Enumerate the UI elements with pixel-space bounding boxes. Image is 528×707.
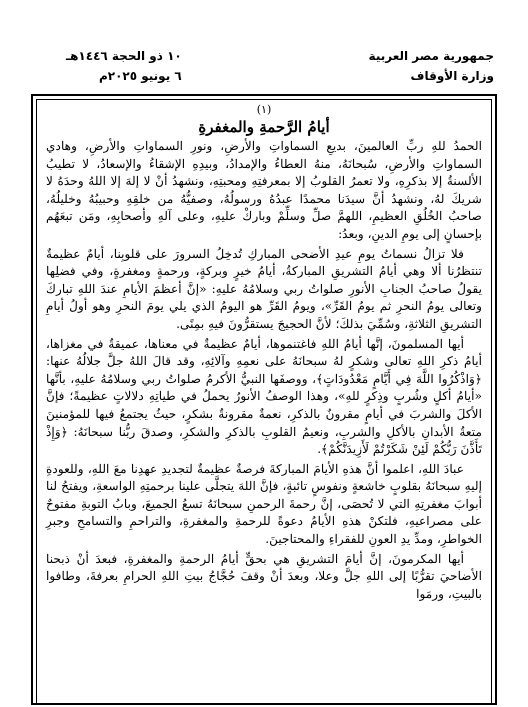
sermon-number: (١) <box>256 103 272 116</box>
paragraph-mercy: أيها المكرمونَ، إنَّ أيامَ التشريقِ هي بحقٍّ أيامُ الرحمةِ والمغفرةِ، فبعدَ أنْ ذبحنا الأضاحيَ تقرُّبًا إلى اللهِ جلَّ وعلا، وبعدَ أنْ وقفَ حُجَّاجُ بيتِ اللهِ الحرامِ بعرفةَ، وطافوا بالبيتِ، ورمَوا <box>46 551 482 601</box>
date-block <box>66 46 182 86</box>
sermon-content <box>37 100 491 603</box>
sermon-frame <box>36 99 492 705</box>
paragraph-tashreeq: فلا تزالُ نسماتُ يومِ عيدِ الأضحى المباركِ تُدخِلُ السرورَ على قلوبِنا، أيامٌ عظيمةٌ تنتظرُنا ألا وهي أيامُ التشريقِ المباركةُ، أيامُ خيرٍ وبركةٍ، ورحمةٍ ومغفرةٍ، وفي فضلِها يقولُ صاحبُ الجنابِ الأنورِ صلواتُ ربي وسلامُهُ عليهِ: «إنَّ أعظمَ الأيامِ عندَ اللهِ تباركَ وتعالى يومُ النحرِ ثم يومُ القَرِّ»، ويومُ القَرِّ هو اليومُ الذي يلي يومَ النحرِ وهو أولُ أيامِ التشريقِ الثلاثةِ، وسُمِّيَ بذلكَ؛ لأنَّ الحجيجَ يستقرُّونَ فيهِ بمِنًى. <box>46 246 482 331</box>
paragraph-opening: الحمدُ للهِ ربِّ العالمينَ، بديعِ السماواتِ والأرضِ، ونورِ السماواتِ والأرضِ، وهادي السماواتِ والأرضِ، سُبحانَهُ، منهُ العطاءُ والإمدادُ، وبيدِهِ الإشقاءُ والإسعادُ، لا تطيبُ الألسنةُ إلا بذكرِهِ، ولا تعمرُ القلوبُ إلا بمعرفتِهِ ومحبتِهِ، ونشهدُ أنْ لا إلهَ إلا اللهُ وحدَهُ لا شريكَ لهُ، ونشهدُ أنَّ سيدَنا محمدًا عبدُهُ ورسولُهُ، وصفيُّهُ من خلقِهِ وحبيبُهُ وخليلُهُ، صاحبُ الخُلُقِ العظيمِ، اللهمَّ صلِّ وسلِّمْ وباركْ عليهِ، وعلى آلهِ وأصحابِهِ، ومَن تبعَهُم بإحسانٍ إلى يومِ الدينِ، وبعدُ: <box>46 139 482 241</box>
paragraph-renewal: عبادَ اللهِ، اعلموا أنَّ هذهِ الأيامَ المباركةَ فرصةٌ عظيمةٌ لتجديدِ عهدِنا معَ اللهِ، وللعودةِ إليهِ سبحانَهُ بقلوبٍ خاشعةٍ ونفوسٍ تائبةٍ، فإنَّ اللهَ يتجلَّى علينا برحمتِهِ الواسعةِ، ويفتحُ لنا أبوابَ مغفرتِهِ التي لا تُحصَى، إنَّ رحمةَ الرحمنِ سبحانَهُ تسعُ الجميعَ، وبابُ التوبةِ مفتوحٌ على مصراعيهِ، فلتكنْ هذهِ الأيامُ دعوةً للرحمةِ والمغفرةِ، والتراحمِ والتسامحِ وجبرِ الخواطرِ، ومدِّ يدِ العونِ للفقراءِ والمحتاجينَ. <box>46 461 482 547</box>
page-header <box>30 46 498 92</box>
paragraph-remembrance: أيها المسلمونَ، إنَّها أيامُ اللهِ فاغتنموها، أيامٌ عظيمةٌ في معناها، عميقةٌ في مغزاها، أيامُ ذكرِ اللهِ تعالى وشكرٍ لهُ سبحانَهُ على نعمِهِ وآلائِهِ، وقد قالَ اللهُ جلَّ جلالُهُ عنها: ﴿وَاذْكُرُوا اللَّهَ فِي أَيَّامٍ مَعْدُودَاتٍ﴾، ووصفَها النبيُّ الأكرمُ صلواتُ ربي وسلامُهُ عليهِ، بأنَّها «أيامُ أكلٍ وشُربٍ وذِكرٍ للهِ»، وهذا الوصفُ الأنورُ يحملُ في طياتِهِ دلالاتٍ عظيمةً؛ فإنَّ الأكلَ والشربَ في أيامٍ مقرونٌ بالذكرِ، نعمةٌ مقرونةٌ بشكرٍ، حيثُ يجتمعُ فيها للمؤمنينَ متعةُ الأبدانِ بالأكلِ والشربِ، ونعيمُ القلوبِ بالذكرِ والشكرِ، وصدقَ ربُّنا سبحانَهُ: ﴿وَإِذْ تَأَذَّنَ رَبُّكُمْ لَئِنْ شَكَرْتُمْ لَأَزِيدَنَّكُمْ﴾. <box>46 336 482 457</box>
gregorian-date: ٦ يونيو ٢٠٢٥م <box>98 69 182 83</box>
ministry-name: وزارة الأوقاف <box>410 69 494 83</box>
country-name: جمهورية مصر العربية <box>368 49 494 63</box>
issuer-block <box>369 46 494 86</box>
hijri-date: ١٠ ذو الحجة ١٤٤٦هـ <box>66 49 182 63</box>
sermon-title: أيامُ الرَّحمةِ والمغفرةِ <box>198 118 330 136</box>
